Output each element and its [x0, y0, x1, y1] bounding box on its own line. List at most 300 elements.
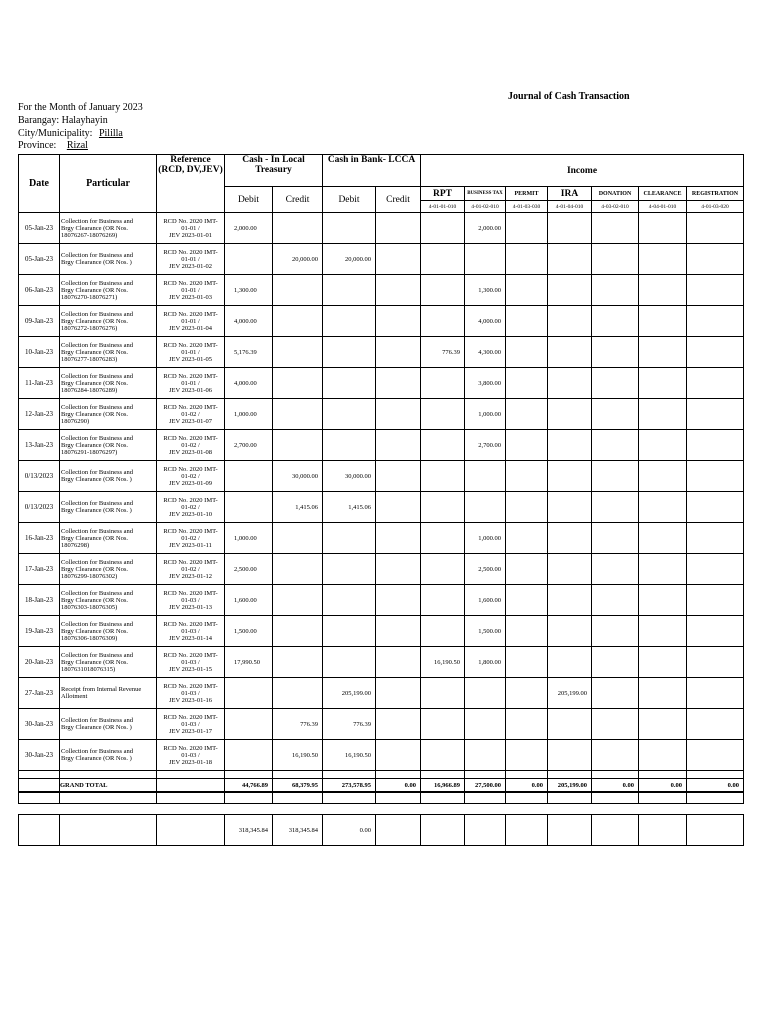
row-rpt [421, 554, 465, 585]
row-date: 13-Jan-23 [19, 430, 60, 461]
row-ira [548, 709, 592, 740]
row-cb-credit [376, 616, 421, 647]
table-row [19, 337, 744, 368]
report-month: For the Month of January 2023 [18, 102, 143, 113]
row-registration [687, 523, 744, 554]
reference-line: 01-03 / [181, 751, 200, 759]
row-particular [60, 368, 157, 399]
row-cl-credit [273, 213, 323, 244]
row-permit [506, 709, 548, 740]
reference-line: 01-03 / [181, 627, 200, 635]
account-code: 4-01-04-010 [548, 201, 592, 213]
row-cl-debit [225, 492, 273, 523]
row-cl-debit: 2,700.00 [225, 430, 273, 461]
particular-line: Collection for Business and [61, 500, 134, 507]
table-row [19, 523, 744, 554]
row-cl-debit: 1,300.00 [225, 275, 273, 306]
particular-line: Collection for Business and [61, 558, 134, 566]
reference-line: RCD No. 2020 IMT- [163, 682, 218, 690]
row-registration [687, 740, 744, 771]
table-row [19, 368, 744, 399]
row-date: 09-Jan-23 [19, 306, 60, 337]
row-date: 30-Jan-23 [19, 709, 60, 740]
row-cb-credit [376, 523, 421, 554]
grand-total-label: GRAND TOTAL [60, 779, 157, 793]
row-donation [592, 585, 639, 616]
reference-line: 01-03 / [181, 596, 200, 604]
particular-line: Collection for Business and [61, 434, 134, 442]
reference-line: 01-03 / [181, 658, 200, 666]
blank-row [19, 771, 744, 779]
row-rpt [421, 709, 465, 740]
barangay-line: Barangay: Halayhayin [18, 115, 108, 126]
row-cl-debit [225, 461, 273, 492]
particular-line: Collection for Business and [61, 748, 134, 755]
row-ira [548, 430, 592, 461]
row-cl-credit [273, 647, 323, 678]
reference-line: 01-03 / [181, 720, 200, 728]
row-rpt [421, 306, 465, 337]
journal-rows [19, 213, 744, 771]
row-donation [592, 461, 639, 492]
reference-line: RCD No. 2020 IMT- [163, 403, 218, 411]
particular-line: 18076291-18076297) [61, 448, 118, 456]
row-permit [506, 430, 548, 461]
row-particular [60, 585, 157, 616]
row-cl-credit [273, 368, 323, 399]
grand-total-row [19, 779, 744, 793]
row-particular [60, 244, 157, 275]
row-cb-credit [376, 554, 421, 585]
row-cl-debit: 1,500.00 [225, 616, 273, 647]
row-date: 17-Jan-23 [19, 554, 60, 585]
row-reference [157, 647, 225, 678]
col-permit: PERMIT [506, 187, 548, 201]
row-permit [506, 213, 548, 244]
row-donation [592, 523, 639, 554]
row-cl-credit: 20,000.00 [273, 244, 323, 275]
row-permit [506, 399, 548, 430]
particular-line: Collection for Business and [61, 651, 134, 659]
row-date: 27-Jan-23 [19, 678, 60, 709]
reference-line: RCD No. 2020 IMT- [163, 217, 218, 225]
row-ira [548, 647, 592, 678]
row-date: 16-Jan-23 [19, 523, 60, 554]
row-rpt [421, 616, 465, 647]
row-cb-debit [323, 647, 376, 678]
row-cl-debit [225, 244, 273, 275]
row-cb-credit [376, 213, 421, 244]
row-registration [687, 213, 744, 244]
row-btax [465, 740, 506, 771]
reference-line: 01-01 / [181, 348, 200, 356]
row-cb-credit [376, 337, 421, 368]
row-ira [548, 306, 592, 337]
reference-line: JEV 2023-01-04 [168, 324, 213, 332]
row-cb-debit: 1,415.06 [323, 492, 376, 523]
total-cl-debit: 44,766.89 [225, 779, 273, 793]
row-cl-credit [273, 585, 323, 616]
reference-line: 01-02 / [181, 534, 200, 542]
row-ira [548, 275, 592, 306]
row-particular [60, 678, 157, 709]
table-row [19, 492, 744, 523]
total-permit: 0.00 [506, 779, 548, 793]
account-code: 4-01-02-010 [465, 201, 506, 213]
row-registration [687, 368, 744, 399]
col-rpt: RPT [421, 187, 465, 201]
table-row [19, 709, 744, 740]
reference-line: JEV 2023-01-12 [168, 572, 213, 580]
particular-line: 18076298) [61, 541, 90, 549]
total-clearance: 0.00 [639, 779, 687, 793]
row-ira [548, 740, 592, 771]
reference-line: JEV 2023-01-01 [168, 231, 213, 239]
municipality-line [18, 128, 123, 140]
col-donation: DONATION [592, 187, 639, 201]
row-permit [506, 678, 548, 709]
row-cl-credit: 30,000.00 [273, 461, 323, 492]
row-clearance [639, 647, 687, 678]
row-cb-credit [376, 585, 421, 616]
row-cl-debit: 5,176.39 [225, 337, 273, 368]
reference-line: RCD No. 2020 IMT- [163, 651, 218, 659]
municipality-label: City/Municipality: [18, 128, 93, 139]
row-clearance [639, 399, 687, 430]
row-ira [548, 585, 592, 616]
row-donation [592, 337, 639, 368]
particular-line: 18076284-18076289) [61, 386, 118, 394]
row-clearance [639, 523, 687, 554]
particular-line: 18076267-18076269) [61, 231, 118, 239]
row-date: 05-Jan-23 [19, 213, 60, 244]
total-rpt: 16,966.89 [421, 779, 465, 793]
reference-line: RCD No. 2020 IMT- [163, 341, 218, 349]
province-label: Province: [18, 140, 57, 151]
reference-line: 01-02 / [181, 441, 200, 449]
row-btax: 4,000.00 [465, 306, 506, 337]
row-reference [157, 430, 225, 461]
col-clearance: CLEARANCE [639, 187, 687, 201]
row-btax: 2,500.00 [465, 554, 506, 585]
row-cl-credit: 776.39 [273, 709, 323, 740]
row-cb-debit [323, 275, 376, 306]
row-cb-credit [376, 492, 421, 523]
particular-line: Brgy Clearance (OR Nos. [61, 224, 129, 232]
particular-line: 18076303-18076305) [61, 603, 118, 611]
reference-line: JEV 2023-01-06 [168, 386, 213, 394]
row-cl-debit [225, 709, 273, 740]
particular-line: Collection for Business and [61, 279, 134, 287]
account-code: 4-04-01-010 [639, 201, 687, 213]
row-ira [548, 523, 592, 554]
particular-line: Collection for Business and [61, 403, 134, 411]
row-registration [687, 492, 744, 523]
particular-line: Collection for Business and [61, 717, 134, 724]
gap-row [19, 804, 744, 815]
reference-line: RCD No. 2020 IMT- [163, 465, 218, 473]
row-permit [506, 554, 548, 585]
row-registration [687, 399, 744, 430]
account-code: 4-01-01-010 [421, 201, 465, 213]
table-row [19, 740, 744, 771]
reference-line: JEV 2023-01-02 [168, 262, 213, 270]
row-btax [465, 461, 506, 492]
total-cb-debit: 273,578.95 [323, 779, 376, 793]
row-donation [592, 492, 639, 523]
reference-line: JEV 2023-01-07 [168, 417, 213, 425]
row-donation [592, 368, 639, 399]
particular-line: Collection for Business and [61, 341, 134, 349]
row-ira [548, 368, 592, 399]
col-cb-credit: Credit [376, 187, 421, 213]
row-ira [548, 492, 592, 523]
row-cb-credit [376, 709, 421, 740]
row-donation [592, 399, 639, 430]
row-clearance [639, 740, 687, 771]
row-permit [506, 275, 548, 306]
row-permit [506, 647, 548, 678]
particular-line: Collection for Business and [61, 252, 134, 259]
row-clearance [639, 461, 687, 492]
particular-line: Brgy Clearance (OR Nos. ) [61, 507, 132, 514]
row-registration [687, 306, 744, 337]
reference-line: JEV 2023-01-03 [168, 293, 213, 301]
row-donation [592, 275, 639, 306]
reference-line: RCD No. 2020 IMT- [163, 372, 218, 380]
reference-line: 01-02 / [181, 472, 200, 480]
particular-line: Allotment [61, 693, 88, 700]
reference-line: 01-01 / [181, 286, 200, 294]
reference-line: JEV 2023-01-10 [168, 510, 213, 518]
row-rpt [421, 523, 465, 554]
row-donation [592, 740, 639, 771]
row-donation [592, 430, 639, 461]
row-permit [506, 368, 548, 399]
reference-line: 01-02 / [181, 503, 200, 511]
row-permit [506, 740, 548, 771]
particular-line: 18076290) [61, 417, 90, 425]
particular-line: 1807631018076315) [61, 665, 116, 673]
row-cb-debit: 16,190.50 [323, 740, 376, 771]
row-rpt: 776.39 [421, 337, 465, 368]
table-row [19, 647, 744, 678]
reference-line: JEV 2023-01-13 [168, 603, 213, 611]
row-cb-debit: 776.39 [323, 709, 376, 740]
particular-line: 18076306-18076309) [61, 634, 118, 642]
row-rpt [421, 740, 465, 771]
col-cb-debit: Debit [323, 187, 376, 213]
row-permit [506, 616, 548, 647]
row-particular [60, 740, 157, 771]
particular-line: Collection for Business and [61, 217, 134, 225]
col-reference: Reference (RCD, DV,JEV) [157, 155, 225, 213]
row-registration [687, 647, 744, 678]
municipality-value: Pililla [98, 128, 123, 139]
particular-line: Collection for Business and [61, 372, 134, 380]
reference-line: JEV 2023-01-18 [168, 758, 213, 766]
particular-line: Brgy Clearance (OR Nos. [61, 348, 129, 356]
footer-cl-debit: 318,345.84 [225, 815, 273, 846]
table-row [19, 244, 744, 275]
row-btax: 2,000.00 [465, 213, 506, 244]
row-particular [60, 337, 157, 368]
row-rpt [421, 430, 465, 461]
footer-row [19, 815, 744, 846]
row-cl-debit: 1,000.00 [225, 399, 273, 430]
col-cl-debit: Debit [225, 187, 273, 213]
particular-line: Collection for Business and [61, 589, 134, 597]
row-reference [157, 616, 225, 647]
row-registration [687, 709, 744, 740]
row-donation [592, 616, 639, 647]
reference-line: RCD No. 2020 IMT- [163, 744, 218, 752]
row-cb-debit [323, 399, 376, 430]
particular-line: Brgy Clearance (OR Nos. [61, 627, 129, 635]
reference-line: JEV 2023-01-09 [168, 479, 213, 487]
row-cl-credit [273, 430, 323, 461]
row-cl-debit: 1,600.00 [225, 585, 273, 616]
row-cb-credit [376, 306, 421, 337]
row-btax: 1,600.00 [465, 585, 506, 616]
row-clearance [639, 554, 687, 585]
reference-line: RCD No. 2020 IMT- [163, 279, 218, 287]
total-registration: 0.00 [687, 779, 744, 793]
row-cl-credit: 16,190.50 [273, 740, 323, 771]
row-cb-debit [323, 337, 376, 368]
row-rpt [421, 244, 465, 275]
reference-line: RCD No. 2020 IMT- [163, 620, 218, 628]
row-donation [592, 709, 639, 740]
row-reference [157, 399, 225, 430]
row-reference [157, 337, 225, 368]
col-particular: Particular [60, 155, 157, 213]
particular-line: Brgy Clearance (OR Nos. [61, 286, 129, 294]
row-cl-credit [273, 616, 323, 647]
province-value: Rizal [66, 140, 88, 151]
row-btax: 1,000.00 [465, 523, 506, 554]
row-date: 19-Jan-23 [19, 616, 60, 647]
table-row [19, 275, 744, 306]
document-title: Journal of Cash Transaction [508, 91, 630, 102]
particular-line: Collection for Business and [61, 527, 134, 535]
row-date: 30-Jan-23 [19, 740, 60, 771]
row-cl-credit [273, 523, 323, 554]
reference-line: 01-01 / [181, 317, 200, 325]
row-ira [548, 244, 592, 275]
table-row [19, 306, 744, 337]
row-btax: 4,300.00 [465, 337, 506, 368]
row-cb-debit [323, 554, 376, 585]
row-particular [60, 523, 157, 554]
row-ira [548, 337, 592, 368]
row-cb-debit: 30,000.00 [323, 461, 376, 492]
row-cb-debit [323, 430, 376, 461]
row-registration [687, 461, 744, 492]
row-btax: 1,000.00 [465, 399, 506, 430]
total-donation: 0.00 [592, 779, 639, 793]
row-registration [687, 337, 744, 368]
row-rpt [421, 368, 465, 399]
row-particular [60, 275, 157, 306]
reference-line: JEV 2023-01-16 [168, 696, 213, 704]
row-cl-credit [273, 678, 323, 709]
row-permit [506, 244, 548, 275]
particular-line: 18076270-18076271) [61, 293, 118, 301]
reference-line: RCD No. 2020 IMT- [163, 248, 218, 256]
row-reference [157, 523, 225, 554]
row-clearance [639, 678, 687, 709]
row-clearance [639, 585, 687, 616]
row-rpt [421, 213, 465, 244]
row-cb-debit [323, 616, 376, 647]
row-btax: 2,700.00 [465, 430, 506, 461]
row-reference [157, 368, 225, 399]
row-reference [157, 244, 225, 275]
row-rpt [421, 399, 465, 430]
row-cb-credit [376, 461, 421, 492]
row-cb-debit: 20,000.00 [323, 244, 376, 275]
row-cb-debit [323, 306, 376, 337]
row-permit [506, 585, 548, 616]
particular-line: Brgy Clearance (OR Nos. [61, 658, 129, 666]
row-ira [548, 616, 592, 647]
row-cl-debit: 2,000.00 [225, 213, 273, 244]
reference-line: 01-01 / [181, 379, 200, 387]
row-btax [465, 492, 506, 523]
row-donation [592, 678, 639, 709]
account-code: 4-01-03-030 [506, 201, 548, 213]
particular-line: Brgy Clearance (OR Nos. ) [61, 724, 132, 731]
row-clearance [639, 213, 687, 244]
row-cb-debit [323, 585, 376, 616]
row-rpt [421, 492, 465, 523]
col-business-tax: BUSINESS TAX [465, 187, 506, 201]
row-btax [465, 678, 506, 709]
row-registration [687, 430, 744, 461]
row-cb-credit [376, 368, 421, 399]
reference-line: 01-02 / [181, 410, 200, 418]
row-reference [157, 554, 225, 585]
col-cash-local: Cash - In Local Treasury [225, 155, 323, 187]
account-code: 4-03-02-010 [592, 201, 639, 213]
total-btax: 27,500.00 [465, 779, 506, 793]
row-particular [60, 709, 157, 740]
row-cl-credit [273, 306, 323, 337]
row-cb-debit: 205,199.00 [323, 678, 376, 709]
journal-table [18, 154, 744, 846]
header-row-1 [19, 155, 744, 187]
total-ira: 205,199.00 [548, 779, 592, 793]
row-donation [592, 244, 639, 275]
row-permit [506, 337, 548, 368]
row-btax: 3,800.00 [465, 368, 506, 399]
row-reference [157, 461, 225, 492]
reference-line: RCD No. 2020 IMT- [163, 713, 218, 721]
particular-line: Brgy Clearance (OR Nos. [61, 596, 129, 604]
particular-line: Brgy Clearance (OR Nos. ) [61, 755, 132, 762]
table-row [19, 554, 744, 585]
row-particular [60, 616, 157, 647]
row-date: 12-Jan-23 [19, 399, 60, 430]
row-particular [60, 492, 157, 523]
row-clearance [639, 275, 687, 306]
particular-line: Collection for Business and [61, 469, 134, 476]
row-registration [687, 616, 744, 647]
row-registration [687, 244, 744, 275]
reference-line: 01-02 / [181, 565, 200, 573]
row-registration [687, 585, 744, 616]
